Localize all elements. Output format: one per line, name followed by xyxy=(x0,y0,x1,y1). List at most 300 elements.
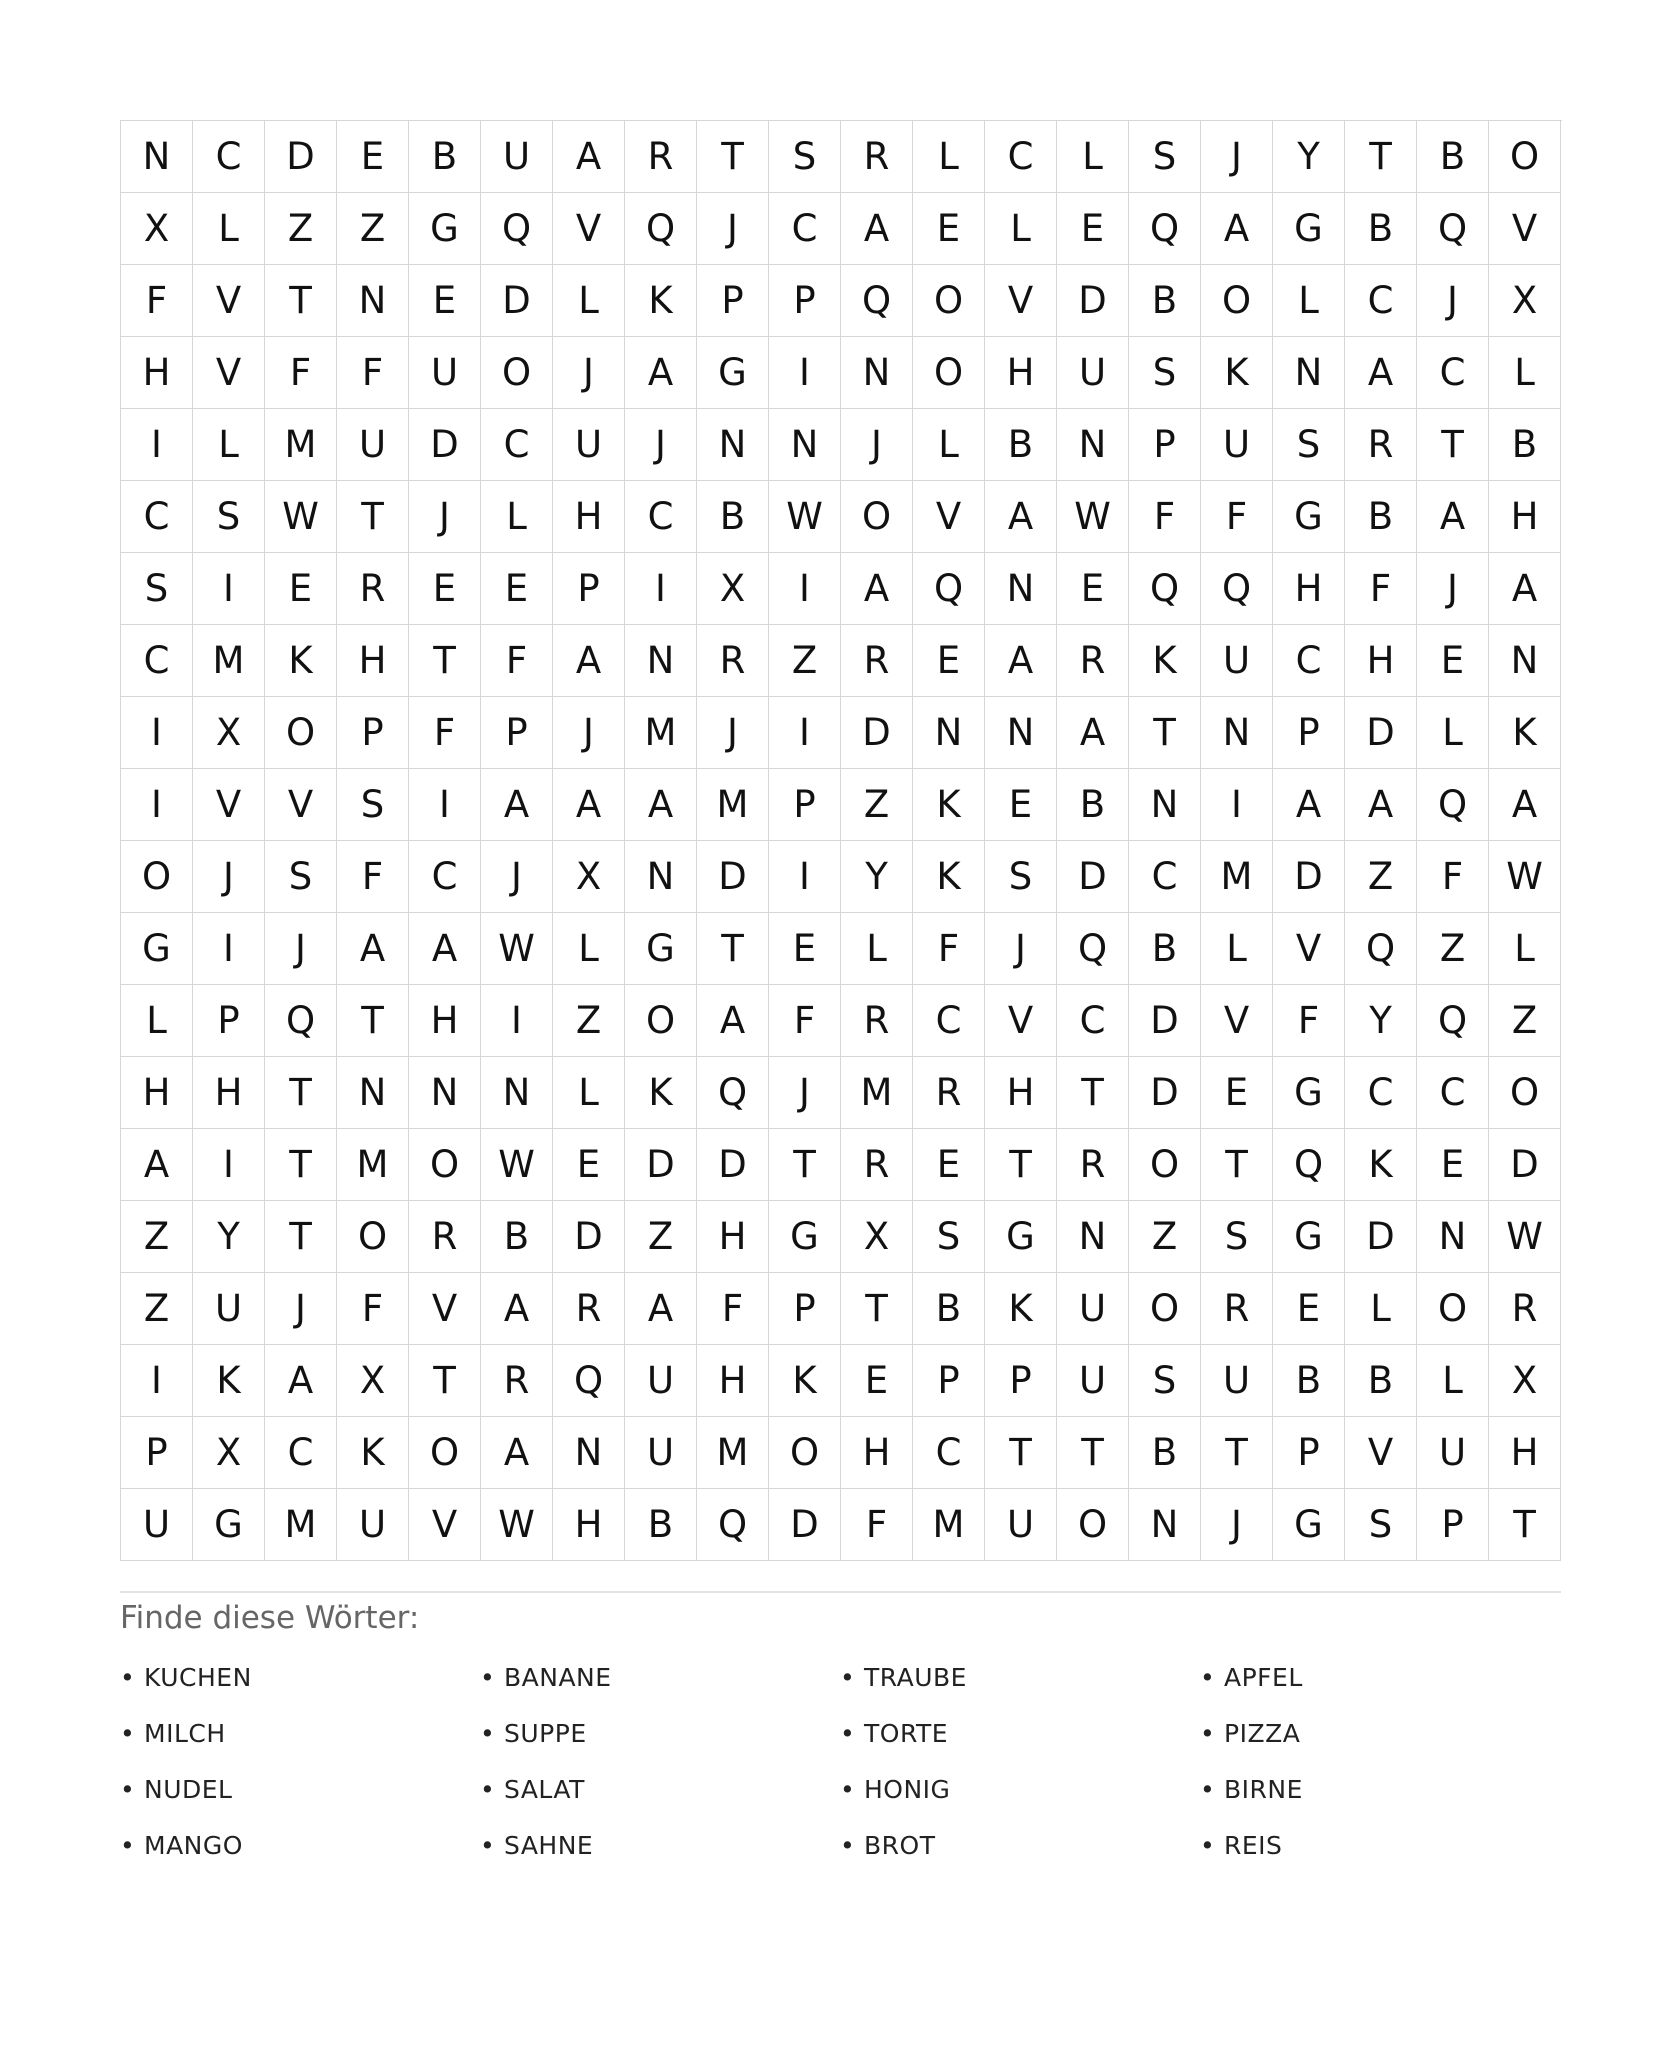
grid-cell[interactable]: W xyxy=(1489,1201,1561,1273)
grid-cell[interactable]: S xyxy=(1273,409,1345,481)
grid-cell[interactable]: X xyxy=(697,553,769,625)
grid-cell[interactable]: U xyxy=(1057,1345,1129,1417)
grid-cell[interactable]: F xyxy=(121,265,193,337)
grid-cell[interactable]: T xyxy=(1057,1057,1129,1129)
grid-cell[interactable]: B xyxy=(913,1273,985,1345)
grid-cell[interactable]: G xyxy=(1273,481,1345,553)
grid-cell[interactable]: O xyxy=(1489,1057,1561,1129)
grid-cell[interactable]: P xyxy=(193,985,265,1057)
grid-cell[interactable]: P xyxy=(121,1417,193,1489)
grid-cell[interactable]: S xyxy=(337,769,409,841)
grid-cell[interactable]: G xyxy=(1273,193,1345,265)
grid-cell[interactable]: A xyxy=(1345,769,1417,841)
grid-cell[interactable]: A xyxy=(553,121,625,193)
grid-cell[interactable]: C xyxy=(409,841,481,913)
grid-cell[interactable]: Q xyxy=(625,193,697,265)
grid-cell[interactable]: C xyxy=(193,121,265,193)
grid-cell[interactable]: F xyxy=(1345,553,1417,625)
grid-cell[interactable]: I xyxy=(121,409,193,481)
grid-cell[interactable]: T xyxy=(697,913,769,985)
grid-cell[interactable]: G xyxy=(625,913,697,985)
grid-cell[interactable]: A xyxy=(841,193,913,265)
grid-cell[interactable]: E xyxy=(1057,193,1129,265)
grid-cell[interactable]: F xyxy=(697,1273,769,1345)
grid-cell[interactable]: P xyxy=(985,1345,1057,1417)
grid-cell[interactable]: A xyxy=(481,1417,553,1489)
grid-cell[interactable]: L xyxy=(553,913,625,985)
grid-cell[interactable]: A xyxy=(985,625,1057,697)
grid-cell[interactable]: M xyxy=(337,1129,409,1201)
grid-cell[interactable]: Q xyxy=(553,1345,625,1417)
grid-cell[interactable]: C xyxy=(1417,337,1489,409)
grid-cell[interactable]: J xyxy=(409,481,481,553)
grid-cell[interactable]: C xyxy=(1129,841,1201,913)
grid-cell[interactable]: T xyxy=(697,121,769,193)
grid-cell[interactable]: Z xyxy=(769,625,841,697)
grid-cell[interactable]: D xyxy=(1057,265,1129,337)
grid-cell[interactable]: V xyxy=(409,1489,481,1561)
grid-cell[interactable]: D xyxy=(553,1201,625,1273)
grid-cell[interactable]: L xyxy=(1417,1345,1489,1417)
grid-cell[interactable]: L xyxy=(553,265,625,337)
grid-cell[interactable]: O xyxy=(121,841,193,913)
grid-cell[interactable]: W xyxy=(481,1129,553,1201)
grid-cell[interactable]: C xyxy=(913,1417,985,1489)
grid-cell[interactable]: N xyxy=(1417,1201,1489,1273)
grid-cell[interactable]: G xyxy=(1273,1057,1345,1129)
grid-cell[interactable]: P xyxy=(697,265,769,337)
grid-cell[interactable]: H xyxy=(553,1489,625,1561)
grid-cell[interactable]: O xyxy=(409,1129,481,1201)
grid-cell[interactable]: A xyxy=(697,985,769,1057)
grid-cell[interactable]: Q xyxy=(1129,193,1201,265)
grid-cell[interactable]: E xyxy=(913,625,985,697)
grid-cell[interactable]: T xyxy=(769,1129,841,1201)
grid-cell[interactable]: S xyxy=(1129,1345,1201,1417)
grid-cell[interactable]: I xyxy=(121,1345,193,1417)
grid-cell[interactable]: F xyxy=(1273,985,1345,1057)
grid-cell[interactable]: E xyxy=(1057,553,1129,625)
grid-cell[interactable]: A xyxy=(625,1273,697,1345)
grid-cell[interactable]: Q xyxy=(841,265,913,337)
grid-cell[interactable]: C xyxy=(985,121,1057,193)
grid-cell[interactable]: S xyxy=(265,841,337,913)
grid-cell[interactable]: J xyxy=(1417,553,1489,625)
grid-cell[interactable]: F xyxy=(1417,841,1489,913)
grid-cell[interactable]: V xyxy=(1345,1417,1417,1489)
grid-cell[interactable]: Q xyxy=(1057,913,1129,985)
grid-cell[interactable]: A xyxy=(553,625,625,697)
grid-cell[interactable]: Z xyxy=(1417,913,1489,985)
grid-cell[interactable]: U xyxy=(1057,337,1129,409)
grid-cell[interactable]: F xyxy=(769,985,841,1057)
grid-cell[interactable]: A xyxy=(337,913,409,985)
grid-cell[interactable]: O xyxy=(1129,1273,1201,1345)
grid-cell[interactable]: N xyxy=(841,337,913,409)
grid-cell[interactable]: Y xyxy=(193,1201,265,1273)
grid-cell[interactable]: Q xyxy=(1201,553,1273,625)
grid-cell[interactable]: M xyxy=(841,1057,913,1129)
grid-cell[interactable]: U xyxy=(121,1489,193,1561)
grid-cell[interactable]: T xyxy=(1129,697,1201,769)
grid-cell[interactable]: B xyxy=(481,1201,553,1273)
grid-cell[interactable]: R xyxy=(697,625,769,697)
grid-cell[interactable]: A xyxy=(625,769,697,841)
grid-cell[interactable]: H xyxy=(193,1057,265,1129)
grid-cell[interactable]: J xyxy=(553,337,625,409)
grid-cell[interactable]: D xyxy=(1129,1057,1201,1129)
grid-cell[interactable]: B xyxy=(1345,481,1417,553)
grid-cell[interactable]: H xyxy=(697,1201,769,1273)
grid-cell[interactable]: E xyxy=(1417,625,1489,697)
grid-cell[interactable]: P xyxy=(1273,697,1345,769)
grid-cell[interactable]: J xyxy=(481,841,553,913)
grid-cell[interactable]: X xyxy=(553,841,625,913)
grid-cell[interactable]: J xyxy=(265,1273,337,1345)
grid-cell[interactable]: V xyxy=(553,193,625,265)
grid-cell[interactable]: D xyxy=(697,1129,769,1201)
grid-cell[interactable]: W xyxy=(481,913,553,985)
grid-cell[interactable]: D xyxy=(409,409,481,481)
grid-cell[interactable]: I xyxy=(193,913,265,985)
grid-cell[interactable]: N xyxy=(697,409,769,481)
grid-cell[interactable]: T xyxy=(337,481,409,553)
grid-cell[interactable]: K xyxy=(769,1345,841,1417)
grid-cell[interactable]: T xyxy=(337,985,409,1057)
grid-cell[interactable]: A xyxy=(265,1345,337,1417)
grid-cell[interactable]: V xyxy=(409,1273,481,1345)
grid-cell[interactable]: U xyxy=(1201,409,1273,481)
grid-cell[interactable]: M xyxy=(265,409,337,481)
grid-cell[interactable]: N xyxy=(1057,1201,1129,1273)
grid-cell[interactable]: L xyxy=(913,409,985,481)
grid-cell[interactable]: R xyxy=(337,553,409,625)
grid-cell[interactable]: W xyxy=(1057,481,1129,553)
grid-cell[interactable]: V xyxy=(1273,913,1345,985)
grid-cell[interactable]: O xyxy=(913,265,985,337)
grid-cell[interactable]: K xyxy=(625,1057,697,1129)
grid-cell[interactable]: A xyxy=(985,481,1057,553)
grid-cell[interactable]: E xyxy=(265,553,337,625)
grid-cell[interactable]: F xyxy=(409,697,481,769)
grid-cell[interactable]: I xyxy=(625,553,697,625)
grid-cell[interactable]: C xyxy=(625,481,697,553)
grid-cell[interactable]: B xyxy=(1345,193,1417,265)
grid-cell[interactable]: L xyxy=(121,985,193,1057)
grid-cell[interactable]: X xyxy=(1489,265,1561,337)
grid-cell[interactable]: L xyxy=(841,913,913,985)
grid-cell[interactable]: A xyxy=(841,553,913,625)
grid-cell[interactable]: D xyxy=(1057,841,1129,913)
grid-cell[interactable]: S xyxy=(193,481,265,553)
grid-cell[interactable]: T xyxy=(1417,409,1489,481)
grid-cell[interactable]: S xyxy=(121,553,193,625)
grid-cell[interactable]: W xyxy=(265,481,337,553)
grid-cell[interactable]: P xyxy=(337,697,409,769)
grid-cell[interactable]: P xyxy=(1273,1417,1345,1489)
grid-cell[interactable]: Q xyxy=(1417,193,1489,265)
grid-cell[interactable]: Q xyxy=(1417,985,1489,1057)
grid-cell[interactable]: T xyxy=(265,265,337,337)
grid-cell[interactable]: K xyxy=(193,1345,265,1417)
grid-cell[interactable]: V xyxy=(193,769,265,841)
grid-cell[interactable]: X xyxy=(337,1345,409,1417)
grid-cell[interactable]: E xyxy=(1417,1129,1489,1201)
grid-cell[interactable]: E xyxy=(913,193,985,265)
grid-cell[interactable]: L xyxy=(985,193,1057,265)
grid-cell[interactable]: N xyxy=(481,1057,553,1129)
grid-cell[interactable]: V xyxy=(1489,193,1561,265)
grid-cell[interactable]: N xyxy=(985,697,1057,769)
grid-cell[interactable]: C xyxy=(121,481,193,553)
grid-cell[interactable]: T xyxy=(1057,1417,1129,1489)
grid-cell[interactable]: V xyxy=(265,769,337,841)
grid-cell[interactable]: G xyxy=(409,193,481,265)
grid-cell[interactable]: T xyxy=(1201,1417,1273,1489)
grid-cell[interactable]: O xyxy=(481,337,553,409)
grid-cell[interactable]: H xyxy=(697,1345,769,1417)
grid-cell[interactable]: J xyxy=(841,409,913,481)
grid-cell[interactable]: A xyxy=(553,769,625,841)
grid-cell[interactable]: R xyxy=(1057,1129,1129,1201)
grid-cell[interactable]: G xyxy=(985,1201,1057,1273)
grid-cell[interactable]: R xyxy=(553,1273,625,1345)
grid-cell[interactable]: K xyxy=(985,1273,1057,1345)
grid-cell[interactable]: A xyxy=(409,913,481,985)
grid-cell[interactable]: O xyxy=(841,481,913,553)
grid-cell[interactable]: T xyxy=(1345,121,1417,193)
grid-cell[interactable]: T xyxy=(1201,1129,1273,1201)
grid-cell[interactable]: F xyxy=(265,337,337,409)
grid-cell[interactable]: N xyxy=(769,409,841,481)
grid-cell[interactable]: R xyxy=(1345,409,1417,481)
grid-cell[interactable]: K xyxy=(1345,1129,1417,1201)
grid-cell[interactable]: V xyxy=(193,265,265,337)
grid-cell[interactable]: U xyxy=(481,121,553,193)
grid-cell[interactable]: C xyxy=(265,1417,337,1489)
grid-cell[interactable]: N xyxy=(1489,625,1561,697)
grid-cell[interactable]: H xyxy=(1345,625,1417,697)
grid-cell[interactable]: T xyxy=(265,1201,337,1273)
grid-cell[interactable]: H xyxy=(337,625,409,697)
grid-cell[interactable]: N xyxy=(121,121,193,193)
grid-cell[interactable]: X xyxy=(193,697,265,769)
grid-cell[interactable]: U xyxy=(553,409,625,481)
grid-cell[interactable]: I xyxy=(769,337,841,409)
grid-cell[interactable]: J xyxy=(769,1057,841,1129)
grid-cell[interactable]: P xyxy=(1417,1489,1489,1561)
grid-cell[interactable]: N xyxy=(337,1057,409,1129)
grid-cell[interactable]: D xyxy=(769,1489,841,1561)
grid-cell[interactable]: B xyxy=(1345,1345,1417,1417)
grid-cell[interactable]: S xyxy=(913,1201,985,1273)
grid-cell[interactable]: Y xyxy=(1273,121,1345,193)
grid-cell[interactable]: N xyxy=(337,265,409,337)
grid-cell[interactable]: L xyxy=(1345,1273,1417,1345)
grid-cell[interactable]: Q xyxy=(481,193,553,265)
grid-cell[interactable]: Q xyxy=(697,1057,769,1129)
grid-cell[interactable]: D xyxy=(1345,1201,1417,1273)
grid-cell[interactable]: N xyxy=(1129,1489,1201,1561)
grid-cell[interactable]: P xyxy=(481,697,553,769)
grid-cell[interactable]: K xyxy=(1489,697,1561,769)
grid-cell[interactable]: E xyxy=(553,1129,625,1201)
grid-cell[interactable]: T xyxy=(265,1057,337,1129)
grid-cell[interactable]: Y xyxy=(1345,985,1417,1057)
grid-cell[interactable]: N xyxy=(1129,769,1201,841)
grid-cell[interactable]: G xyxy=(1273,1201,1345,1273)
grid-cell[interactable]: B xyxy=(625,1489,697,1561)
grid-cell[interactable]: O xyxy=(1057,1489,1129,1561)
grid-cell[interactable]: P xyxy=(769,769,841,841)
grid-cell[interactable]: L xyxy=(1417,697,1489,769)
grid-cell[interactable]: S xyxy=(985,841,1057,913)
grid-cell[interactable]: R xyxy=(841,1129,913,1201)
grid-cell[interactable]: J xyxy=(1417,265,1489,337)
grid-cell[interactable]: T xyxy=(1489,1489,1561,1561)
grid-cell[interactable]: U xyxy=(1057,1273,1129,1345)
grid-cell[interactable]: Z xyxy=(337,193,409,265)
grid-cell[interactable]: E xyxy=(481,553,553,625)
grid-cell[interactable]: D xyxy=(1489,1129,1561,1201)
grid-cell[interactable]: I xyxy=(409,769,481,841)
grid-cell[interactable]: Q xyxy=(1417,769,1489,841)
grid-cell[interactable]: G xyxy=(769,1201,841,1273)
grid-cell[interactable]: U xyxy=(337,409,409,481)
grid-cell[interactable]: X xyxy=(193,1417,265,1489)
grid-cell[interactable]: R xyxy=(625,121,697,193)
grid-cell[interactable]: J xyxy=(985,913,1057,985)
grid-cell[interactable]: A xyxy=(1201,193,1273,265)
grid-cell[interactable]: R xyxy=(409,1201,481,1273)
grid-cell[interactable]: I xyxy=(121,697,193,769)
grid-cell[interactable]: C xyxy=(1345,265,1417,337)
grid-cell[interactable]: K xyxy=(265,625,337,697)
grid-cell[interactable]: T xyxy=(409,1345,481,1417)
grid-cell[interactable]: A xyxy=(481,1273,553,1345)
grid-cell[interactable]: A xyxy=(481,769,553,841)
grid-cell[interactable]: K xyxy=(913,769,985,841)
grid-cell[interactable]: Z xyxy=(1129,1201,1201,1273)
grid-cell[interactable]: I xyxy=(769,553,841,625)
grid-cell[interactable]: H xyxy=(409,985,481,1057)
grid-cell[interactable]: O xyxy=(1489,121,1561,193)
grid-cell[interactable]: A xyxy=(625,337,697,409)
grid-cell[interactable]: Z xyxy=(121,1201,193,1273)
grid-cell[interactable]: A xyxy=(1489,553,1561,625)
grid-cell[interactable]: J xyxy=(625,409,697,481)
grid-cell[interactable]: F xyxy=(913,913,985,985)
grid-cell[interactable]: O xyxy=(1129,1129,1201,1201)
grid-cell[interactable]: Q xyxy=(913,553,985,625)
grid-cell[interactable]: K xyxy=(625,265,697,337)
grid-cell[interactable]: O xyxy=(913,337,985,409)
grid-cell[interactable]: B xyxy=(1417,121,1489,193)
grid-cell[interactable]: R xyxy=(1489,1273,1561,1345)
grid-cell[interactable]: I xyxy=(769,841,841,913)
grid-cell[interactable]: L xyxy=(553,1057,625,1129)
grid-cell[interactable]: N xyxy=(913,697,985,769)
grid-cell[interactable]: J xyxy=(265,913,337,985)
grid-cell[interactable]: H xyxy=(985,1057,1057,1129)
grid-cell[interactable]: D xyxy=(697,841,769,913)
grid-cell[interactable]: C xyxy=(121,625,193,697)
grid-cell[interactable]: M xyxy=(193,625,265,697)
grid-cell[interactable]: E xyxy=(841,1345,913,1417)
grid-cell[interactable]: P xyxy=(1129,409,1201,481)
grid-cell[interactable]: E xyxy=(409,553,481,625)
grid-cell[interactable]: A xyxy=(1345,337,1417,409)
grid-cell[interactable]: C xyxy=(1345,1057,1417,1129)
grid-cell[interactable]: C xyxy=(481,409,553,481)
grid-cell[interactable]: J xyxy=(1201,121,1273,193)
grid-cell[interactable]: E xyxy=(1201,1057,1273,1129)
grid-cell[interactable]: C xyxy=(1057,985,1129,1057)
grid-cell[interactable]: E xyxy=(913,1129,985,1201)
grid-cell[interactable]: G xyxy=(193,1489,265,1561)
grid-cell[interactable]: J xyxy=(553,697,625,769)
grid-cell[interactable]: N xyxy=(625,625,697,697)
grid-cell[interactable]: V xyxy=(193,337,265,409)
grid-cell[interactable]: U xyxy=(1201,1345,1273,1417)
grid-cell[interactable]: E xyxy=(337,121,409,193)
grid-cell[interactable]: R xyxy=(841,625,913,697)
grid-cell[interactable]: Q xyxy=(697,1489,769,1561)
grid-cell[interactable]: Z xyxy=(1489,985,1561,1057)
grid-cell[interactable]: F xyxy=(337,841,409,913)
grid-cell[interactable]: P xyxy=(553,553,625,625)
grid-cell[interactable]: G xyxy=(121,913,193,985)
grid-cell[interactable]: H xyxy=(553,481,625,553)
grid-cell[interactable]: Z xyxy=(841,769,913,841)
grid-cell[interactable]: O xyxy=(769,1417,841,1489)
grid-cell[interactable]: L xyxy=(1273,265,1345,337)
grid-cell[interactable]: L xyxy=(193,409,265,481)
grid-cell[interactable]: I xyxy=(1201,769,1273,841)
grid-cell[interactable]: C xyxy=(1417,1057,1489,1129)
grid-cell[interactable]: E xyxy=(985,769,1057,841)
grid-cell[interactable]: Z xyxy=(625,1201,697,1273)
grid-cell[interactable]: N xyxy=(409,1057,481,1129)
grid-cell[interactable]: P xyxy=(913,1345,985,1417)
grid-cell[interactable]: W xyxy=(1489,841,1561,913)
grid-cell[interactable]: T xyxy=(265,1129,337,1201)
grid-cell[interactable]: K xyxy=(1129,625,1201,697)
grid-cell[interactable]: C xyxy=(769,193,841,265)
grid-cell[interactable]: B xyxy=(1057,769,1129,841)
grid-cell[interactable]: H xyxy=(1273,553,1345,625)
grid-cell[interactable]: M xyxy=(625,697,697,769)
grid-cell[interactable]: B xyxy=(1129,913,1201,985)
grid-cell[interactable]: V xyxy=(985,985,1057,1057)
grid-cell[interactable]: O xyxy=(409,1417,481,1489)
grid-cell[interactable]: X xyxy=(841,1201,913,1273)
grid-cell[interactable]: A xyxy=(1057,697,1129,769)
grid-cell[interactable]: Q xyxy=(1129,553,1201,625)
grid-cell[interactable]: V xyxy=(1201,985,1273,1057)
grid-cell[interactable]: Z xyxy=(1345,841,1417,913)
grid-cell[interactable]: V xyxy=(985,265,1057,337)
grid-cell[interactable]: R xyxy=(481,1345,553,1417)
grid-cell[interactable]: F xyxy=(1129,481,1201,553)
grid-cell[interactable]: H xyxy=(121,1057,193,1129)
grid-cell[interactable]: D xyxy=(1273,841,1345,913)
grid-cell[interactable]: L xyxy=(1201,913,1273,985)
grid-cell[interactable]: K xyxy=(1201,337,1273,409)
grid-cell[interactable]: I xyxy=(121,769,193,841)
grid-cell[interactable]: F xyxy=(337,1273,409,1345)
grid-cell[interactable]: H xyxy=(841,1417,913,1489)
